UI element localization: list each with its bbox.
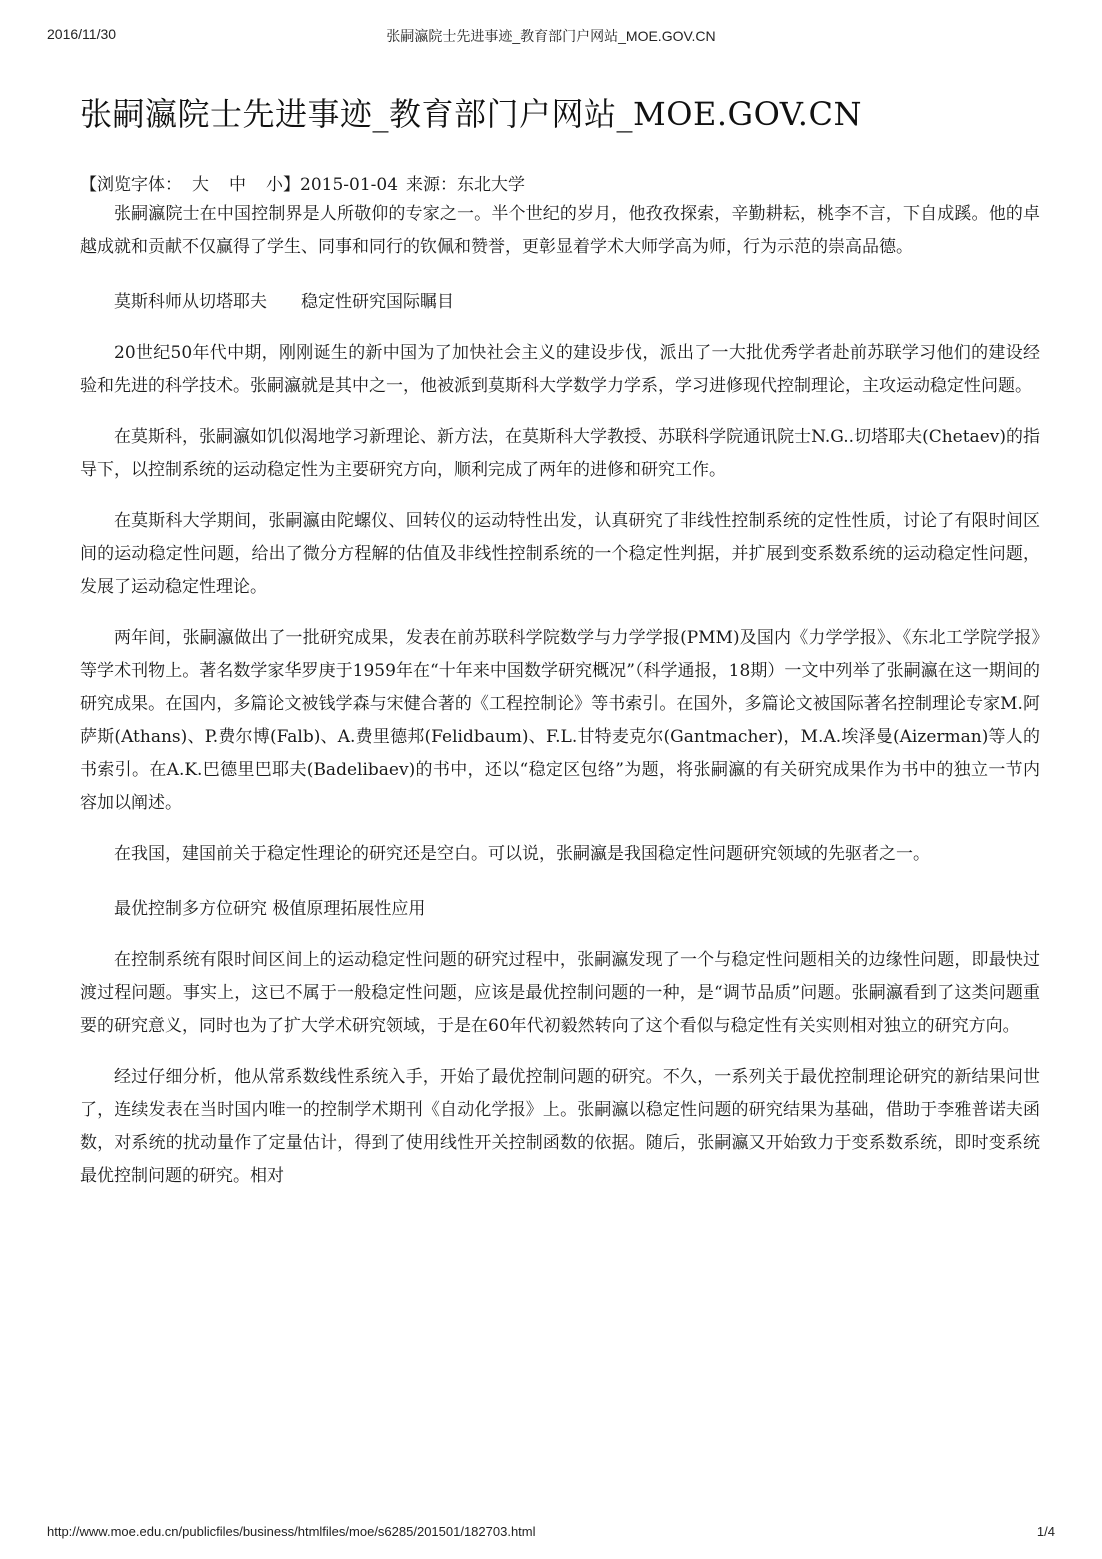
paragraph: 在莫斯科大学期间，张嗣瀛由陀螺仪、回转仪的运动特性出发，认真研究了非线性控制系统的定性性质，讨论了有限时间区间的运动稳定性问题，给出了微分方程解的估值及非线性控制系统的一个稳定性判据，并扩展到变系数系统的运动稳定性问题，发展了运动稳定性理论。 xyxy=(80,511,1040,597)
paragraph: 经过仔细分析，他从常系数线性系统入手，开始了最优控制问题的研究。不久，一系列关于最优控制理论研究的新结果问世了，连续发表在当时国内唯一的控制学术期刊《自动化学报》上。张嗣瀛以稳定性问题的研究结果为基础，借助于李雅普诺夫函数，对系统的扰动量作了定量估计，得到了使用线性开关控制函数的依据。随后，张嗣瀛又开始致力于变系数系统，即时变系统最优控制问题的研究。相对 xyxy=(80,1067,1040,1186)
paragraph-intro: 张嗣瀛院士在中国控制界是人所敬仰的专家之一。半个世纪的岁月，他孜孜探索，辛勤耕耘，桃李不言，下自成蹊。他的卓越成就和贡献不仅赢得了学生、同事和同行的钦佩和赞誉，更彰显着学术大师学高为师，行为示范的崇高品德。 xyxy=(80,204,1040,257)
print-date: 2016/11/30 xyxy=(47,26,117,42)
font-size-medium-link[interactable]: 中 xyxy=(229,175,246,195)
paragraph: 20世纪50年代中期，刚刚诞生的新中国为了加快社会主义的建设步伐，派出了一大批优秀学者赴前苏联学习他们的建设经验和先进的科学技术。张嗣瀛就是其中之一，他被派到莫斯科大学数学力学系，学习进修现代控制理论，主攻运动稳定性问题。 xyxy=(80,343,1040,396)
section-heading-2: 最优控制多方位研究 极值原理拓展性应用 xyxy=(114,899,426,919)
paragraph: 两年间，张嗣瀛做出了一批研究成果，发表在前苏联科学院数学与力学学报(PMM)及国内《力学学报》、《东北工学院学报》等学术刊物上。著名数学家华罗庚于1959年在“十年来中国数学研究概况”（科学通报，18期）一文中列举了张嗣瀛在这一期间的研究成果。在国内，多篇论文被钱学森与宋健合著的《工程控制论》等书索引。在国外，多篇论文被国际著名控制理论专家M.阿萨斯(Athans)、P.费尔博(Falb)、A.费里德邦(Felidbaum)、F.L.甘特麦克尔(Gantmacher)，M.A.埃泽曼(Aizerman)等人的书索引。在A.K.巴德里巴耶夫(Badelibaev)的书中，还以“稳定区包络”为题，将张嗣瀛的有关研究成果作为书中的独立一节内容加以阐述。 xyxy=(80,628,1040,813)
paragraph: 在我国，建国前关于稳定性理论的研究还是空白。可以说，张嗣瀛是我国稳定性问题研究领域的先驱者之一。 xyxy=(114,844,930,864)
publish-date: 2015-01-04 xyxy=(300,175,399,195)
source-name: 东北大学 xyxy=(457,175,526,195)
page-number: 1/4 xyxy=(1036,1524,1055,1539)
paragraph: 在莫斯科，张嗣瀛如饥似渴地学习新理论、新方法，在莫斯科大学教授、苏联科学院通讯院士N.G..切塔耶夫(Chetaev)的指导下，以控制系统的运动稳定性为主要研究方向，顺利完成了两年的进修和研究工作。 xyxy=(80,427,1040,480)
section-heading-1: 莫斯科师从切塔耶夫 稳定性研究国际瞩目 xyxy=(114,292,454,312)
paragraph: 在控制系统有限时间区间上的运动稳定性问题的研究过程中，张嗣瀛发现了一个与稳定性问题相关的边缘性问题，即最快过渡过程问题。事实上，这已不属于一般稳定性问题，应该是最优控制问题的一种，是“调节品质”问题。张嗣瀛看到了这类问题重要的研究意义，同时也为了扩大学术研究领域，于是在60年代初毅然转向了这个看似与稳定性有关实则相对独立的研究方向。 xyxy=(80,950,1040,1036)
font-size-label: 【浏览字体： xyxy=(80,175,182,195)
font-size-label-close: 】 xyxy=(283,175,300,195)
font-size-large-link[interactable]: 大 xyxy=(192,175,209,195)
page-url: http://www.moe.edu.cn/publicfiles/business/htmlfiles/moe/s6285/201501/182703.html xyxy=(47,1524,536,1539)
source-label: 来源： xyxy=(406,175,458,195)
font-size-small-link[interactable]: 小 xyxy=(266,175,283,195)
print-header xyxy=(0,26,1102,50)
print-page-title: 张嗣瀛院士先进事迹_教育部门户网站_MOE.GOV.CN xyxy=(386,28,716,44)
article-meta xyxy=(80,172,1040,198)
article xyxy=(80,92,1040,1193)
article-title: 张嗣瀛院士先进事迹_教育部门户网站_MOE.GOV.CN xyxy=(80,95,862,133)
